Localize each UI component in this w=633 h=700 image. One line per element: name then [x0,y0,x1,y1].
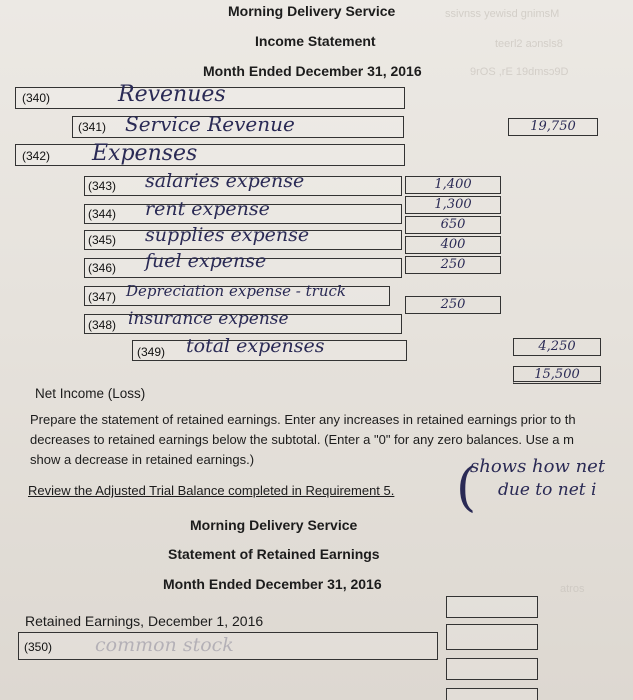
row-code: (347) [88,290,117,304]
re-beginning-label: Retained Earnings, December 1, 2016 [25,613,264,629]
handwritten-entry: Expenses [92,141,198,166]
row-code: (340) [22,91,51,105]
re-statement-period: Month Ended December 31, 2016 [163,576,382,592]
margin-note-line-1: shows how net [470,456,606,477]
instructions-line-3: show a decrease in retained earnings.) [30,452,255,467]
row-code: (348) [88,318,117,332]
row-code: (349) [137,345,166,359]
amount-salaries[interactable]: 1,400 [405,176,501,194]
net-income-label: Net Income (Loss) [35,386,146,401]
instructions-line-2: decreases to retained earnings below the subtotal. (Enter a "0" for any zero balances. Use a m [30,432,574,447]
row-code: (345) [88,233,117,247]
input-row-expenses[interactable] [15,144,405,166]
instructions-line-1: Prepare the statement of retained earnings. Enter any increases in retained earnings prior to th [30,412,576,427]
re-input-beginning[interactable] [446,596,538,618]
handwritten-entry: common stock [95,634,234,656]
statement-title: Income Statement [255,33,376,49]
handwritten-entry: insurance expense [128,309,289,329]
statement-period: Month Ended December 31, 2016 [203,63,422,79]
bleed-through-text: 9rOS ,rE 19dmsɔ9D [470,66,569,78]
row-code: (344) [88,207,117,221]
margin-note-bracket: ( [456,458,477,518]
bleed-through-text: teerl2 aɔnsls8 [495,38,563,50]
amount-supplies[interactable]: 650 [405,216,501,234]
row-code: (343) [88,179,117,193]
handwritten-entry: salaries expense [145,170,305,192]
review-trial-balance-link[interactable]: Review the Adjusted Trial Balance completed in Requirement 5. [28,483,395,498]
handwritten-entry: Service Revenue [125,112,295,136]
handwritten-entry: Revenues [118,82,226,107]
re-statement-title: Statement of Retained Earnings [168,546,380,562]
handwritten-entry: fuel expense [145,250,267,272]
amount-insurance[interactable]: 250 [405,296,501,314]
handwritten-entry: supplies expense [145,224,310,246]
amount-rent[interactable]: 1,300 [405,196,501,214]
amount-fuel[interactable]: 400 [405,236,501,254]
row-code: (346) [88,261,117,275]
row-code: (342) [22,149,51,163]
re-company-name: Morning Delivery Service [190,517,358,533]
handwritten-entry: Depreciation expense - truck [126,282,346,300]
amount-net-income[interactable]: 15,500 [513,366,601,384]
re-input-increase[interactable] [446,624,538,650]
re-input-subtotal[interactable] [446,658,538,680]
re-input-next[interactable] [446,688,538,700]
amount-service-revenue[interactable]: 19,750 [508,118,598,136]
bleed-through-text: ssivnss yewisd gnimsM [445,8,560,20]
company-name: Morning Delivery Service [228,3,396,19]
row-code: (341) [78,120,107,134]
handwritten-entry: total expenses [186,335,325,357]
amount-depreciation[interactable]: 250 [405,256,501,274]
handwritten-entry: rent expense [145,198,270,220]
amount-total-expenses[interactable]: 4,250 [513,338,601,356]
margin-note-line-2: due to net i [498,480,597,500]
row-code: (350) [24,640,53,654]
bleed-through-text: atros [560,583,585,595]
